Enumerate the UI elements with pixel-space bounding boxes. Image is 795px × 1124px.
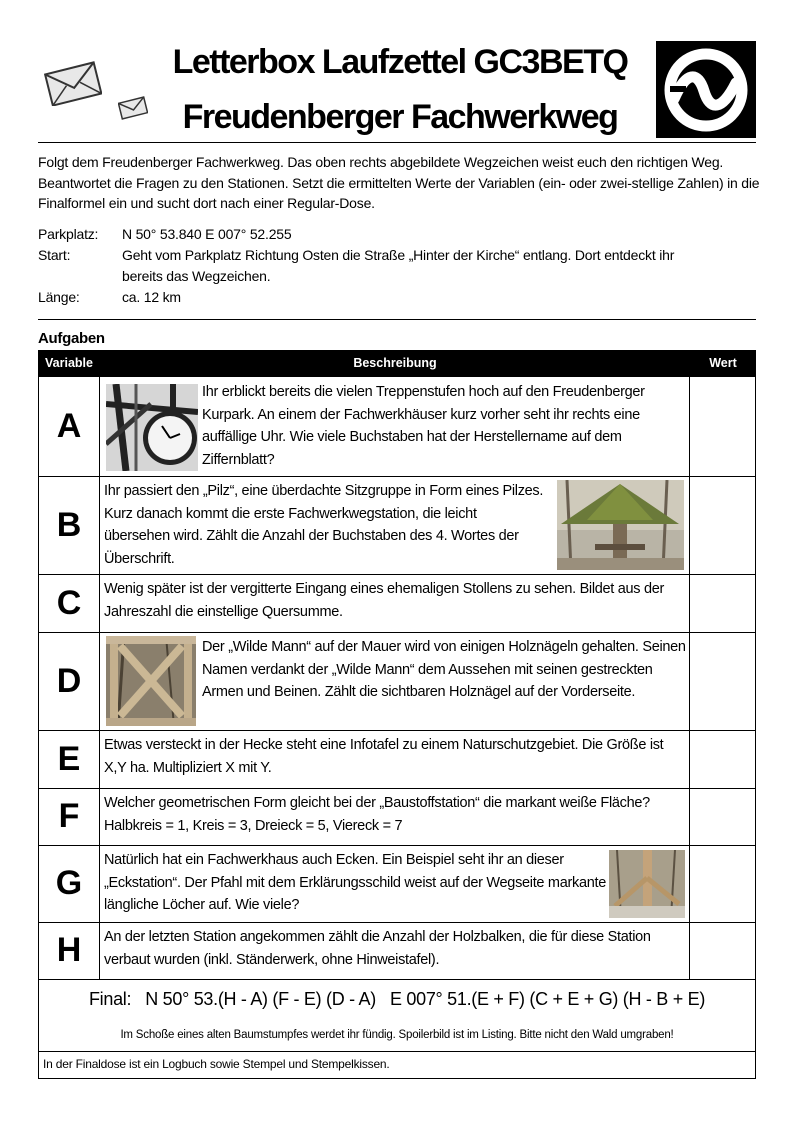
info-laenge — [38, 287, 738, 309]
laenge-value: ca. 12 km — [122, 289, 181, 305]
wert-cell[interactable] — [690, 730, 755, 788]
description-cell — [100, 377, 690, 476]
variable-cell: H — [39, 922, 100, 979]
description-cell — [100, 730, 690, 788]
parkplatz-label: Parkplatz: — [38, 226, 99, 242]
page-title: Letterbox Laufzettel GC3BETQ — [172, 43, 628, 81]
wilde-mann-photo — [106, 636, 196, 726]
laenge-label: Länge: — [38, 289, 80, 305]
row-b-text: Ihr passiert den „Pilz“, eine überdachte Sitzgruppe in Form eines Pilzes. Kurz danach kommt die erste Fachwerkwegstation, die leicht übersehen wird. Zählt die Anzahl der Buchstaben des 4. Wortes der Überschrift. — [104, 483, 544, 568]
intro-text: Folgt dem Freudenberger Fachwerkweg. Das oben rechts abgebildete Wegzeichen weist euch den richtigen Weg. Beantwortet die Fragen zu den Stationen. Setzt die ermittelten Werte der Variablen (ein- oder zwei-stellige Zahlen) in die Finalformel ein und sucht dort nach einer Regular-Dose. — [38, 154, 760, 211]
header-variable: Variable — [45, 356, 93, 370]
variable-cell: A — [39, 377, 100, 476]
variable-cell: B — [39, 476, 100, 574]
aufgaben-heading: Aufgaben — [38, 330, 105, 347]
table-row-e — [38, 730, 756, 789]
envelope-icon — [44, 60, 102, 106]
info-divider — [38, 319, 756, 320]
row-h-text: An der letzten Station angekommen zählt die Anzahl der Holzbalken, die für diese Station verbaut wurden (inkl. Ständerwerk, ohne Hinweistafel). — [104, 929, 651, 968]
header-divider — [38, 142, 756, 143]
pilz-photo — [557, 480, 684, 570]
fachwerkweg-logo-icon — [656, 41, 756, 138]
clock-photo — [106, 384, 198, 471]
table-row-g — [38, 845, 756, 923]
row-d-text: Der „Wilde Mann“ auf der Mauer wird von einigen Holznägeln gehalten. Seinen Namen verdankt der „Wilde Mann“ dem Aussehen mit seinen gestreckten Armen und Beinen. Zählt die sichtbaren Holznägel auf der Vorderseite. — [202, 639, 686, 701]
row-f-text: Welcher geometrischen Form gleicht bei der „Baustoffstation“ die markant weiße Fläche? Halbkreis = 1, Kreis = 3, Dreieck = 5, Viereck = 7 — [104, 795, 650, 834]
header-wert: Wert — [709, 356, 737, 370]
wert-cell[interactable] — [690, 632, 755, 730]
table-row-d — [38, 632, 756, 731]
page-subtitle: Freudenberger Fachwerkweg — [182, 98, 618, 136]
variable-cell: D — [39, 632, 100, 730]
table-row-f — [38, 788, 756, 846]
description-cell — [100, 922, 690, 979]
wert-cell[interactable] — [690, 574, 755, 632]
final-note: Im Schoße eines alten Baumstumpfes werdet ihr fündig. Spoilerbild ist im Listing. Bitte nicht den Wald umgraben! — [120, 1029, 674, 1041]
wert-cell[interactable] — [690, 476, 755, 574]
description-cell — [100, 788, 690, 845]
start-label: Start: — [38, 247, 71, 263]
start-value: Geht vom Parkplatz Richtung Osten die Straße „Hinter der Kirche“ entlang. Dort entdeckt ihr bereits das Wegzeichen. — [122, 247, 675, 284]
final-box — [38, 979, 756, 1052]
variable-cell: E — [39, 730, 100, 788]
description-cell — [100, 476, 690, 574]
eckstation-photo — [609, 850, 685, 918]
info-parkplatz — [38, 224, 738, 246]
description-cell — [100, 632, 690, 730]
logbook-text: In der Finaldose ist ein Logbuch sowie Stempel und Stempelkissen. — [43, 1057, 390, 1071]
parkplatz-value: N 50° 53.840 E 007° 52.255 — [122, 226, 292, 242]
header-beschreibung: Beschreibung — [353, 356, 437, 370]
wert-cell[interactable] — [690, 922, 755, 979]
variable-cell: F — [39, 788, 100, 845]
wert-cell[interactable] — [690, 377, 755, 476]
wert-cell[interactable] — [690, 788, 755, 845]
info-start — [38, 245, 738, 287]
table-row-c — [38, 574, 756, 633]
final-formula: Final: N 50° 53.(H - A) (F - E) (D - A) E 007° 51.(E + F) (C + E + G) (H - B + E) — [88, 989, 706, 1009]
envelope-small-icon — [118, 96, 148, 120]
table-row-b — [38, 476, 756, 575]
row-c-text: Wenig später ist der vergitterte Eingang eines ehemaligen Stollens zu sehen. Bildet aus der Jahreszahl die einstellige Quersumme. — [104, 581, 665, 620]
wert-cell[interactable] — [690, 845, 755, 922]
logbook-box — [38, 1052, 756, 1079]
row-e-text: Etwas versteckt in der Hecke steht eine Infotafel zu einem Naturschutzgebiet. Die Größe ist X,Y ha. Multipliziert X mit Y. — [104, 737, 664, 776]
description-cell — [100, 574, 690, 632]
row-g-text: Natürlich hat ein Fachwerkhaus auch Ecken. Ein Beispiel seht ihr an dieser „Eckstation“. Der Pfahl mit dem Erklärungsschild weist auf der Wegseite markante längliche Löcher auf. Wie viele? — [104, 852, 606, 914]
variable-cell: C — [39, 574, 100, 632]
description-cell — [100, 845, 690, 922]
table-row-a — [38, 377, 756, 477]
table-header — [38, 350, 756, 377]
table-row-h — [38, 922, 756, 980]
row-a-text: Ihr erblickt bereits die vielen Treppenstufen hoch auf den Freudenberger Kurpark. An einem der Fachwerkhäuser kurz vorher seht ihr rechts eine auffällige Uhr. Wie viele Buchstaben hat der Herstellername auf dem Ziffernblatt? — [202, 384, 645, 469]
variable-cell: G — [39, 845, 100, 922]
